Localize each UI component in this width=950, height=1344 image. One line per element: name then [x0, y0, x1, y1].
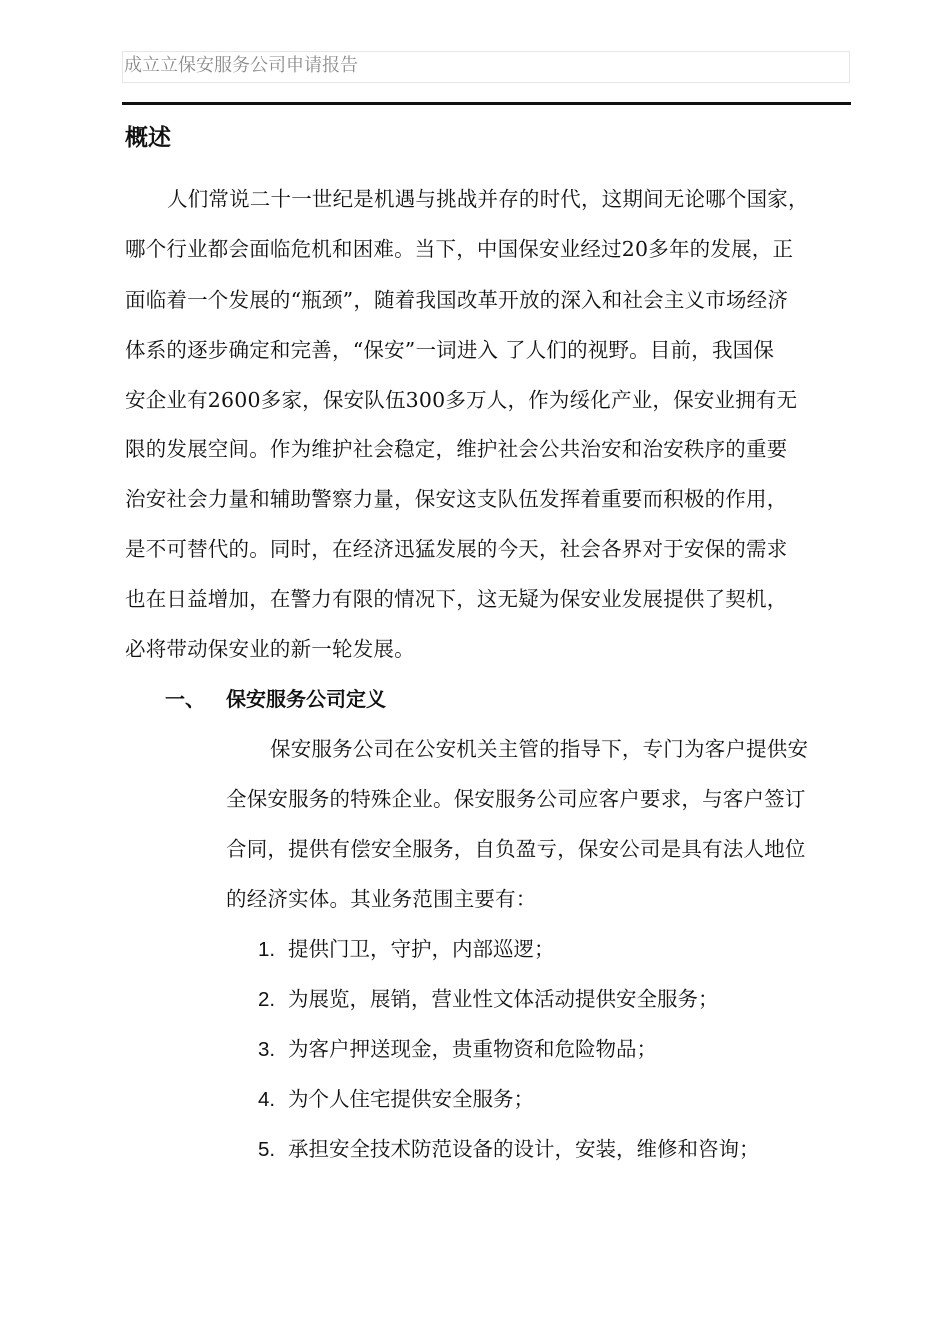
list-item-text: 为个人住宅提供安全服务； — [288, 1087, 534, 1111]
list-item-number: 1. — [258, 938, 276, 961]
list-item-text: 提供门卫，守护，内部巡逻； — [288, 937, 555, 961]
list-item — [258, 934, 555, 965]
paragraph-line: 是不可替代的。同时，在经济迅猛发展的今天，社会各界对于安保的需求 — [125, 537, 788, 561]
paragraph-line: 合同，提供有偿安全服务，自负盈亏，保安公司是具有法人地位 — [226, 837, 806, 861]
paragraph-line: 人们常说二十一世纪是机遇与挑战并存的时代，这期间无论哪个国家， — [167, 187, 809, 211]
list-item-number: 5. — [258, 1138, 276, 1161]
subsection-number: 一、 — [165, 687, 205, 711]
paragraph-line: 哪个行业都会面临危机和困难。当下，中国保安业经过20多年的发展，正 — [125, 237, 794, 261]
list-item-number: 2. — [258, 988, 276, 1011]
list-item — [258, 1084, 534, 1115]
paragraph-line: 面临着一个发展的“瓶颈”，随着我国改革开放的深入和社会主义市场经济 — [125, 288, 789, 312]
paragraph-line: 也在日益增加，在警力有限的情况下，这无疑为保安业发展提供了契机， — [125, 587, 788, 611]
list-item-number: 3. — [258, 1038, 276, 1061]
paragraph-line: 保安服务公司在公安机关主管的指导下，专门为客户提供安 — [270, 737, 809, 761]
header-divider — [122, 102, 851, 105]
running-header-title: 成立立保安服务公司申请报告 — [124, 55, 358, 76]
paragraph-line: 安企业有2600多家，保安队伍300多万人，作为绥化产业，保安业拥有无 — [125, 388, 798, 412]
subsection-title: 保安服务公司定义 — [226, 687, 386, 711]
paragraph-line: 的经济实体。其业务范围主要有： — [226, 887, 537, 911]
paragraph-line: 必将带动保安业的新一轮发展。 — [125, 637, 415, 661]
paragraph-line: 全保安服务的特殊企业。保安服务公司应客户要求，与客户签订 — [226, 787, 806, 811]
paragraph-line: 治安社会力量和辅助警察力量，保安这支队伍发挥着重要而积极的作用， — [125, 487, 788, 511]
list-item-text: 承担安全技术防范设备的设计，安装，维修和咨询； — [288, 1137, 760, 1161]
section-title: 概述 — [125, 125, 171, 151]
list-item-number: 4. — [258, 1088, 276, 1111]
list-item — [258, 1034, 657, 1065]
list-item-text: 为展览，展销，营业性文体活动提供安全服务； — [288, 987, 719, 1011]
paragraph-line: 体系的逐步确定和完善，“保安”一词进入 了人们的视野。目前，我国保 — [125, 338, 775, 362]
list-item — [258, 984, 719, 1015]
paragraph-line: 限的发展空间。作为维护社会稳定，维护社会公共治安和治安秩序的重要 — [125, 437, 788, 461]
list-item-text: 为客户押送现金，贵重物资和危险物品； — [288, 1037, 657, 1061]
list-item — [258, 1134, 760, 1165]
